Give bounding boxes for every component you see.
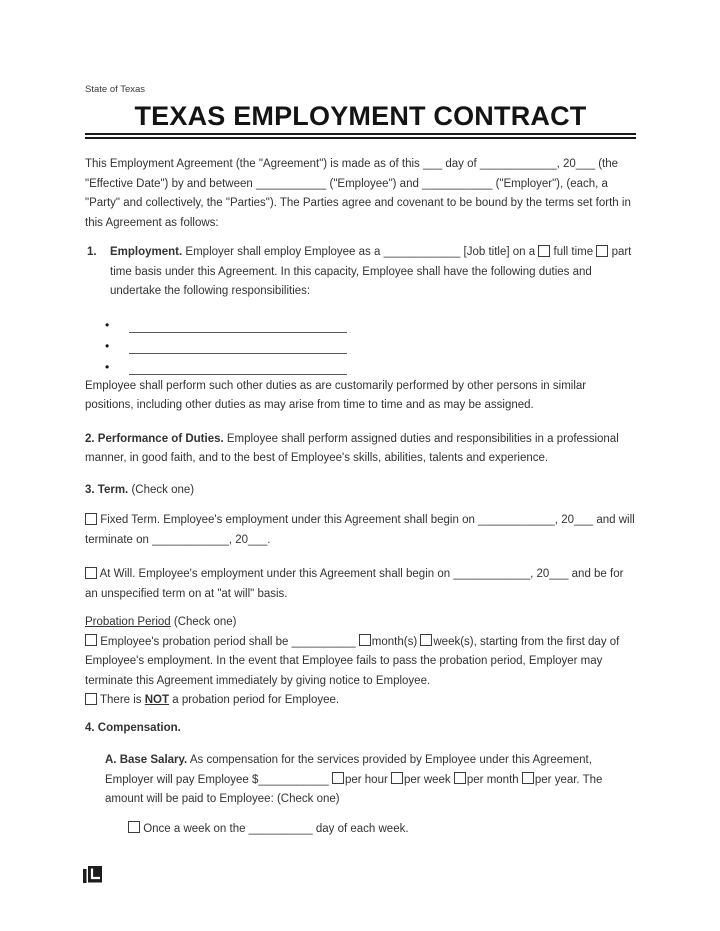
duty-blank-line[interactable] xyxy=(129,338,347,354)
per-month-checkbox[interactable] xyxy=(454,772,466,784)
once-a-week-option xyxy=(128,820,636,840)
duty-bullet-row xyxy=(105,333,636,354)
probation-period-checkbox[interactable] xyxy=(85,634,97,646)
section-employment-heading: Employment. xyxy=(110,246,183,258)
probation-section xyxy=(85,613,636,711)
no-probation-tail: a probation period for Employee. xyxy=(172,694,340,706)
section-number: 1. xyxy=(87,246,97,258)
probation-heading: Probation Period xyxy=(85,616,171,628)
months-label: month(s) xyxy=(371,635,418,648)
duties-bullet-list xyxy=(85,312,636,375)
other-duties-paragraph: Employee shall perform such other duties as are customarily performed by other persons in similar positions, including other duties as may arise from time to time and as may be assigned. xyxy=(85,379,587,411)
duty-bullet-row xyxy=(105,354,636,375)
once-a-week-label: Once a week on the __________ day of each week. xyxy=(143,822,409,835)
once-a-week-checkbox[interactable] xyxy=(128,821,140,833)
per-year-checkbox[interactable] xyxy=(522,772,534,784)
base-salary-paragraph xyxy=(105,751,636,810)
section-performance-heading: 2. Performance of Duties. xyxy=(85,432,224,445)
at-will-label: At Will. xyxy=(99,568,136,580)
fixed-term-checkbox[interactable] xyxy=(85,513,97,525)
full-time-label: full time xyxy=(553,246,594,258)
probation-check-one: (Check one) xyxy=(173,616,237,628)
not-emphasis: NOT xyxy=(144,694,170,706)
contract-content xyxy=(85,84,636,839)
no-probation-checkbox[interactable] xyxy=(85,693,97,705)
part-time-label: part time basis under this Agreement. In this capacity, Employee shall have the following duties and undertake the following responsibilities: xyxy=(110,246,632,297)
per-hour-label: per hour xyxy=(344,773,388,786)
state-label: State of Texas xyxy=(85,84,146,95)
per-week-checkbox[interactable] xyxy=(391,772,403,784)
base-salary-label: A. Base Salary. xyxy=(105,754,188,766)
full-time-checkbox[interactable] xyxy=(538,245,550,257)
duty-blank-line[interactable] xyxy=(129,359,347,375)
at-will-body: Employee's employment under this Agreement shall begin on ____________, 20___ and be for an unspecified term on at "at will" basis. xyxy=(85,568,624,600)
at-will-option xyxy=(85,565,636,604)
no-probation-lead: There is xyxy=(100,694,142,706)
bullet-icon: • xyxy=(105,317,110,332)
term-check-one: (Check one) xyxy=(131,483,195,496)
employment-lead-text: Employer shall employ Employee as a ____________ [Job title] on a xyxy=(185,246,536,258)
fixed-term-body: Employee's employment under this Agreement shall begin on ____________, 20___ and will terminate on ____________, 20___. xyxy=(85,514,635,546)
section-term-heading: 3. Term. xyxy=(85,483,129,496)
performance-body: Employee shall perform assigned duties and responsibilities in a professional manner, in good faith, and to the best of Employee's skills, abilities, talents and experience. xyxy=(85,432,619,464)
months-checkbox[interactable] xyxy=(359,634,371,646)
per-hour-checkbox[interactable] xyxy=(332,772,344,784)
duty-blank-line[interactable] xyxy=(129,317,347,333)
per-month-label: per month xyxy=(466,773,519,786)
weeks-checkbox[interactable] xyxy=(420,634,432,646)
part-time-checkbox[interactable] xyxy=(596,245,608,257)
duty-bullet-row xyxy=(105,312,636,333)
per-year-label: per year. The amount will be paid to Employee: (Check one) xyxy=(105,773,603,805)
section-compensation-heading: 4. Compensation. xyxy=(85,721,181,734)
page-title: TEXAS EMPLOYMENT CONTRACT xyxy=(134,101,587,131)
section-employment xyxy=(85,243,636,302)
bullet-icon: • xyxy=(105,359,110,374)
section-performance xyxy=(85,430,636,469)
fixed-term-option xyxy=(85,511,636,550)
weeks-label: week(s), starting from the first day of Employee's employment. In the event that Employee fails to pass the probation period, Employer may terminate this Agreement immediately by giving notice to Employee. xyxy=(85,635,620,687)
legal-templates-logo-icon xyxy=(83,866,102,888)
probation-option1-lead: Employee's probation period shall be __________ xyxy=(100,635,356,648)
section-term xyxy=(85,481,636,501)
bullet-icon: • xyxy=(105,338,110,353)
fixed-term-label: Fixed Term. xyxy=(100,514,161,526)
at-will-checkbox[interactable] xyxy=(85,567,97,579)
title-divider xyxy=(85,133,636,139)
intro-paragraph: This Employment Agreement (the "Agreement") is made as of this ___ day of ____________, 20___ (the "Effective Date") by and between ___________ ("Employee") and ___________ ("Employer"), (each, a "Party" and collectively, the "Parties"). The Parties agree and covenant to be bound by the terms set forth in this Agreement as follows: xyxy=(85,158,631,229)
per-week-label: per week xyxy=(404,773,451,786)
base-salary-lead: As compensation for the services provided by Employee under this Agreement, Employer will pay Employee $___________ xyxy=(105,754,592,786)
